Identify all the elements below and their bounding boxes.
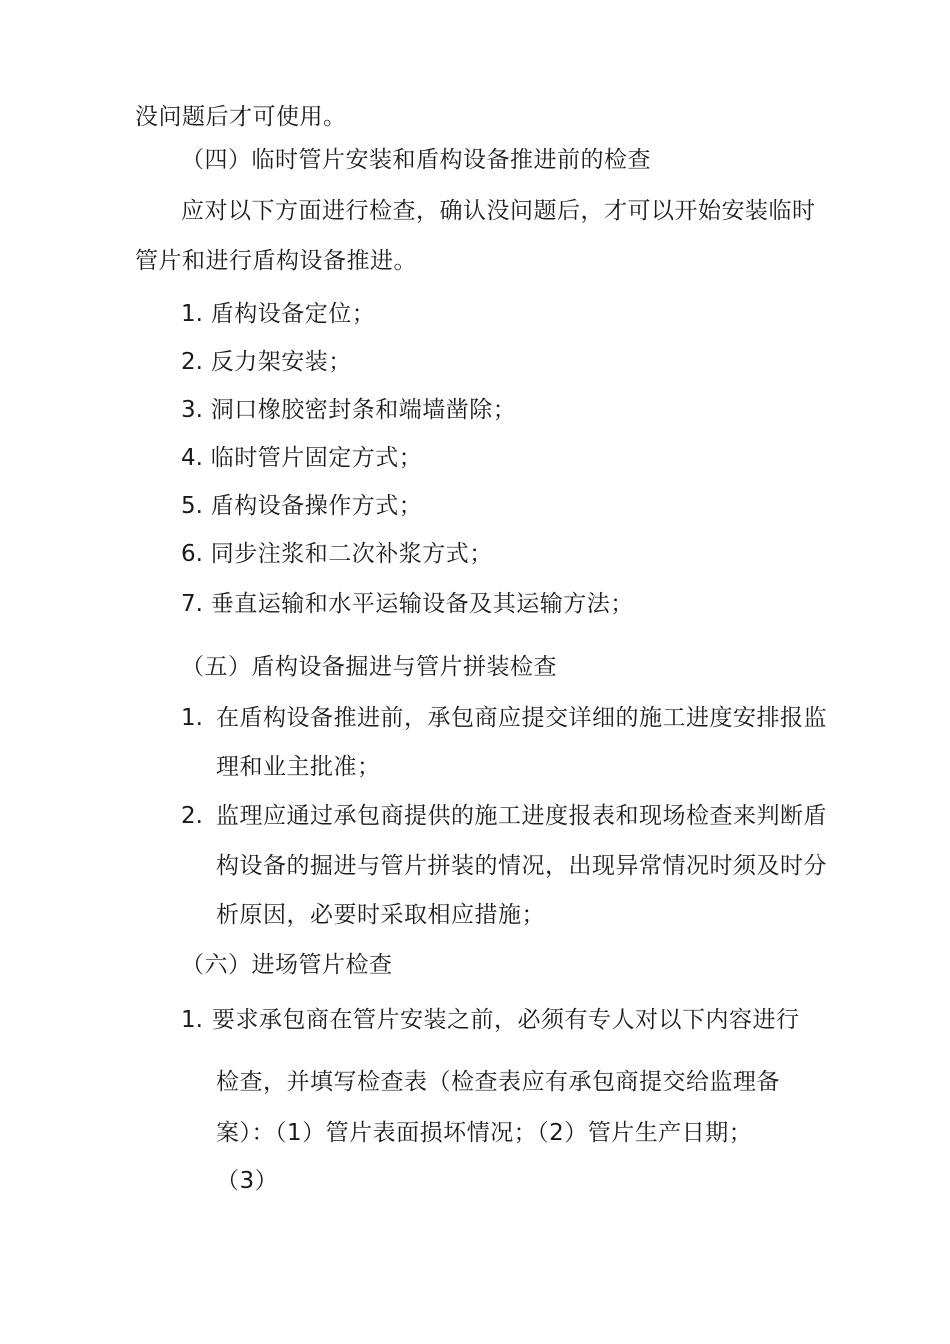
item-text-line: 检查，并填写检查表（检查表应有承包商提交给监理备 — [216, 1069, 780, 1095]
item-text: 临时管片固定方式； — [210, 445, 423, 471]
item-text-line: 构设备的掘进与管片拼装的情况，出现异常情况时须及时分 — [216, 853, 827, 879]
section-5-heading: （五）盾构设备掘进与管片拼装检查 — [181, 654, 557, 680]
item-text-line: 理和业主批准； — [216, 754, 381, 780]
list-item — [181, 539, 493, 569]
item-number: 5. — [181, 493, 203, 519]
item-text-line: （3） — [216, 1168, 279, 1194]
item-text: 同步注浆和二次补浆方式； — [210, 541, 493, 567]
item-number: 1. — [181, 1007, 203, 1033]
list-item — [181, 347, 352, 377]
list-item — [181, 299, 375, 329]
item-number: 6. — [181, 541, 203, 567]
item-text: 反力架安装； — [210, 349, 352, 375]
item-number: 2. — [181, 349, 203, 375]
item-text-line: 案）：（1）管片表面损坏情况；（2）管片生产日期； — [216, 1120, 753, 1146]
item-text: 垂直运输和水平运输设备及其运输方法； — [210, 591, 634, 617]
list-item — [181, 395, 516, 425]
section-4-intro-line-1: 应对以下方面进行检查，确认没问题后，才可以开始安装临时 — [181, 198, 816, 224]
item-number: 1. — [181, 705, 203, 731]
item-number: 2. — [181, 803, 203, 829]
item-text-line: 在盾构设备推进前，承包商应提交详细的施工进度安排报监 — [216, 705, 827, 731]
section-4-intro-line-2: 管片和进行盾构设备推进。 — [135, 248, 417, 274]
item-number: 7. — [181, 591, 203, 617]
item-text-line: 析原因，必要时采取相应措施； — [216, 902, 545, 928]
continuation-line: 没问题后才可使用。 — [135, 104, 347, 130]
section-6-heading: （六）进场管片检查 — [181, 952, 393, 978]
item-text: 洞口橡胶密封条和端墙凿除； — [210, 397, 517, 423]
item-number: 1. — [181, 301, 203, 327]
item-number: 4. — [181, 445, 203, 471]
list-item — [181, 589, 634, 619]
item-text-line: 监理应通过承包商提供的施工进度报表和现场检查来判断盾 — [216, 803, 827, 829]
item-number: 3. — [181, 397, 203, 423]
list-item — [181, 443, 422, 473]
item-text-line: 要求承包商在管片安装之前，必须有专人对以下内容进行 — [212, 1007, 800, 1033]
list-item — [181, 491, 422, 521]
item-text: 盾构设备操作方式； — [210, 493, 423, 519]
item-text: 盾构设备定位； — [210, 301, 376, 327]
section-4-heading: （四）临时管片安装和盾构设备推进前的检查 — [181, 147, 651, 173]
